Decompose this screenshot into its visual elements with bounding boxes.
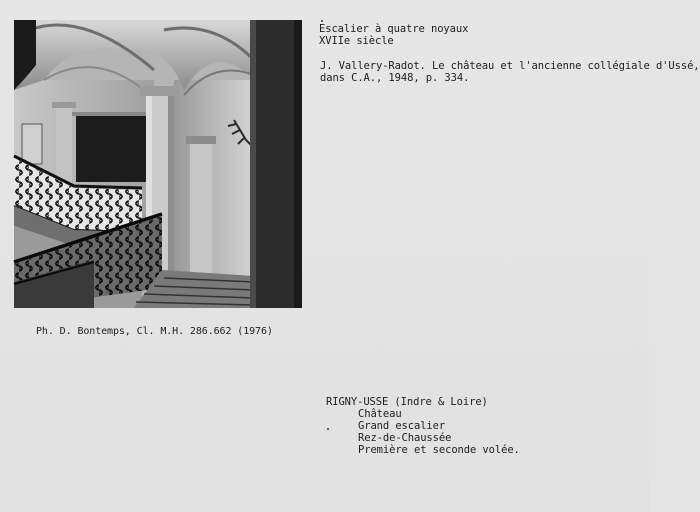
location-line-level: Rez-de-Chaussée	[358, 432, 452, 444]
mark-dot	[321, 20, 323, 22]
bibliography-line-1: J. Vallery-Radot. Le château et l'ancienne collégiale d'Ussé,	[320, 60, 700, 72]
bibliography-line-2: dans C.A., 1948, p. 334.	[320, 72, 470, 84]
caption-title: Escalier à quatre noyaux	[319, 23, 469, 35]
mark-dot	[327, 428, 329, 430]
location-line-detail: Première et seconde volée.	[358, 444, 520, 456]
staircase-photo	[14, 20, 302, 308]
caption-century: XVIIe siècle	[319, 35, 394, 47]
location-place: RIGNY-USSE (Indre & Loire)	[326, 396, 488, 408]
location-line-feature: Grand escalier	[358, 420, 446, 432]
location-line-building: Château	[358, 408, 402, 420]
photo-credit: Ph. D. Bontemps, Cl. M.H. 286.662 (1976)	[36, 326, 273, 337]
